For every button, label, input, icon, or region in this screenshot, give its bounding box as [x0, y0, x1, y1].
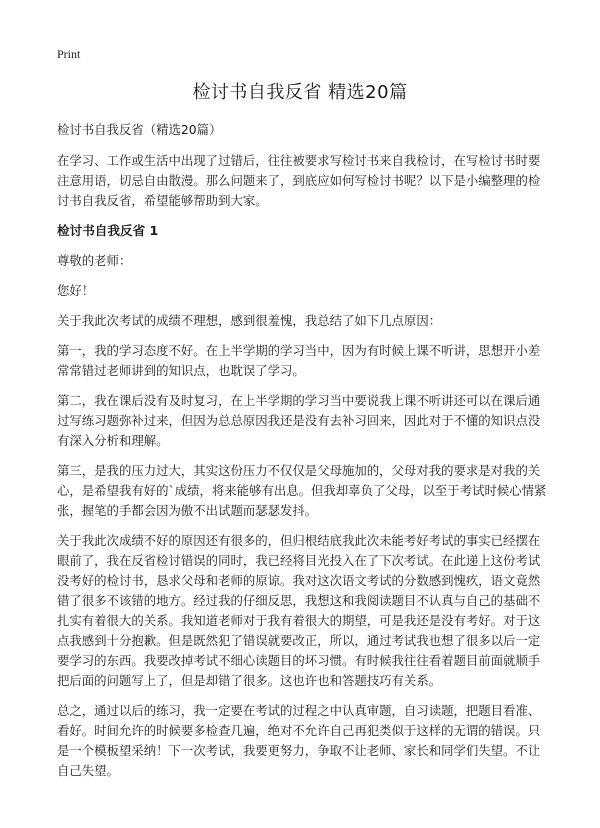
body-paragraph: 总之，通过以后的练习，我一定要在考试的过程之中认真审题，自习读题，把题目看准、看好。时间允许的时候要多检查几遍，绝对不允许自己再犯类似于这样的无谓的错误。只是一个模板望采纳！下一次考试，我要更努力，争取不让老师、家长和同学们失望。不让自己失望。 — [57, 703, 541, 778]
salutation: 尊敬的老师： — [57, 253, 132, 268]
body-paragraph: 关于我此次考试的成绩不理想，感到很羞愧，我总结了如下几点原因： — [57, 313, 442, 328]
document-body — [57, 120, 547, 791]
intro-paragraph: 在学习、工作或生活中出现了过错后，往往被要求写检讨书来自我检讨，在写检讨书时要注意用语，切忌自由散漫。那么问题来了，到底应如何写检讨书呢？以下是小编整理的检讨书自我反省，希望能够帮助到大家。 — [57, 153, 541, 208]
body-paragraph: 第三，是我的压力过大，其实这份压力不仅仅是父母施加的，父母对我的要求是对我的关心，是希望我有好的`成绩，将来能够有出息。但我却辜负了父母，以至于考试时候心情紧张，握笔的手都会因为傲不出试题而瑟瑟发抖。 — [57, 463, 547, 518]
greeting: 您好！ — [57, 283, 95, 298]
body-paragraph: 第二，我在课后没有及时复习，在上半学期的学习当中要说我上课不听讲还可以在课后通过写练习题弥补过来，但因为总总原因我还是没有去补习回来，因此对于不懂的知识点没有深入分析和理解。 — [57, 393, 541, 448]
print-link[interactable]: Print — [57, 47, 81, 61]
body-paragraph: 关于我此次成绩不好的原因还有很多的，但归根结底我此次未能考好考试的事实已经摆在眼前了，我在反省检讨错误的同时，我已经将目光投入在了下次考试。在此递上这份考试没考好的检讨书，恳求父母和老师的原谅。我对这次语文考试的分数感到愧疚，语文竟然错了很多不该错的地方。经过我的仔细反思，我想这和我阅读题目不认真与自己的基础不扎实有着很大的关系。我知道老师对于我有着很大的期望，可是我还是没有考好。对于这点我感到十分抱歉。但是既然犯了错误就要改正，所以，通过考试我也想了很多以后一定要学习的东西。我要改掉考试不细心读题目的坏习惯。有时候我往往看着题目前面就顺手把后面的问题写上了，但是却错了很多。这也许也和答题技巧有关系。 — [57, 533, 541, 688]
page-title: 检讨书自我反省 精选20篇 — [192, 82, 408, 103]
document-subtitle: 检讨书自我反省（精选20篇） — [57, 122, 222, 137]
section-heading: 检讨书自我反省 1 — [57, 223, 159, 238]
body-paragraph: 第一，我的学习态度不好。在上半学期的学习当中，因为有时候上课不听讲，思想开小差常常错过老师讲到的知识点，也耽误了学习。 — [57, 343, 541, 378]
